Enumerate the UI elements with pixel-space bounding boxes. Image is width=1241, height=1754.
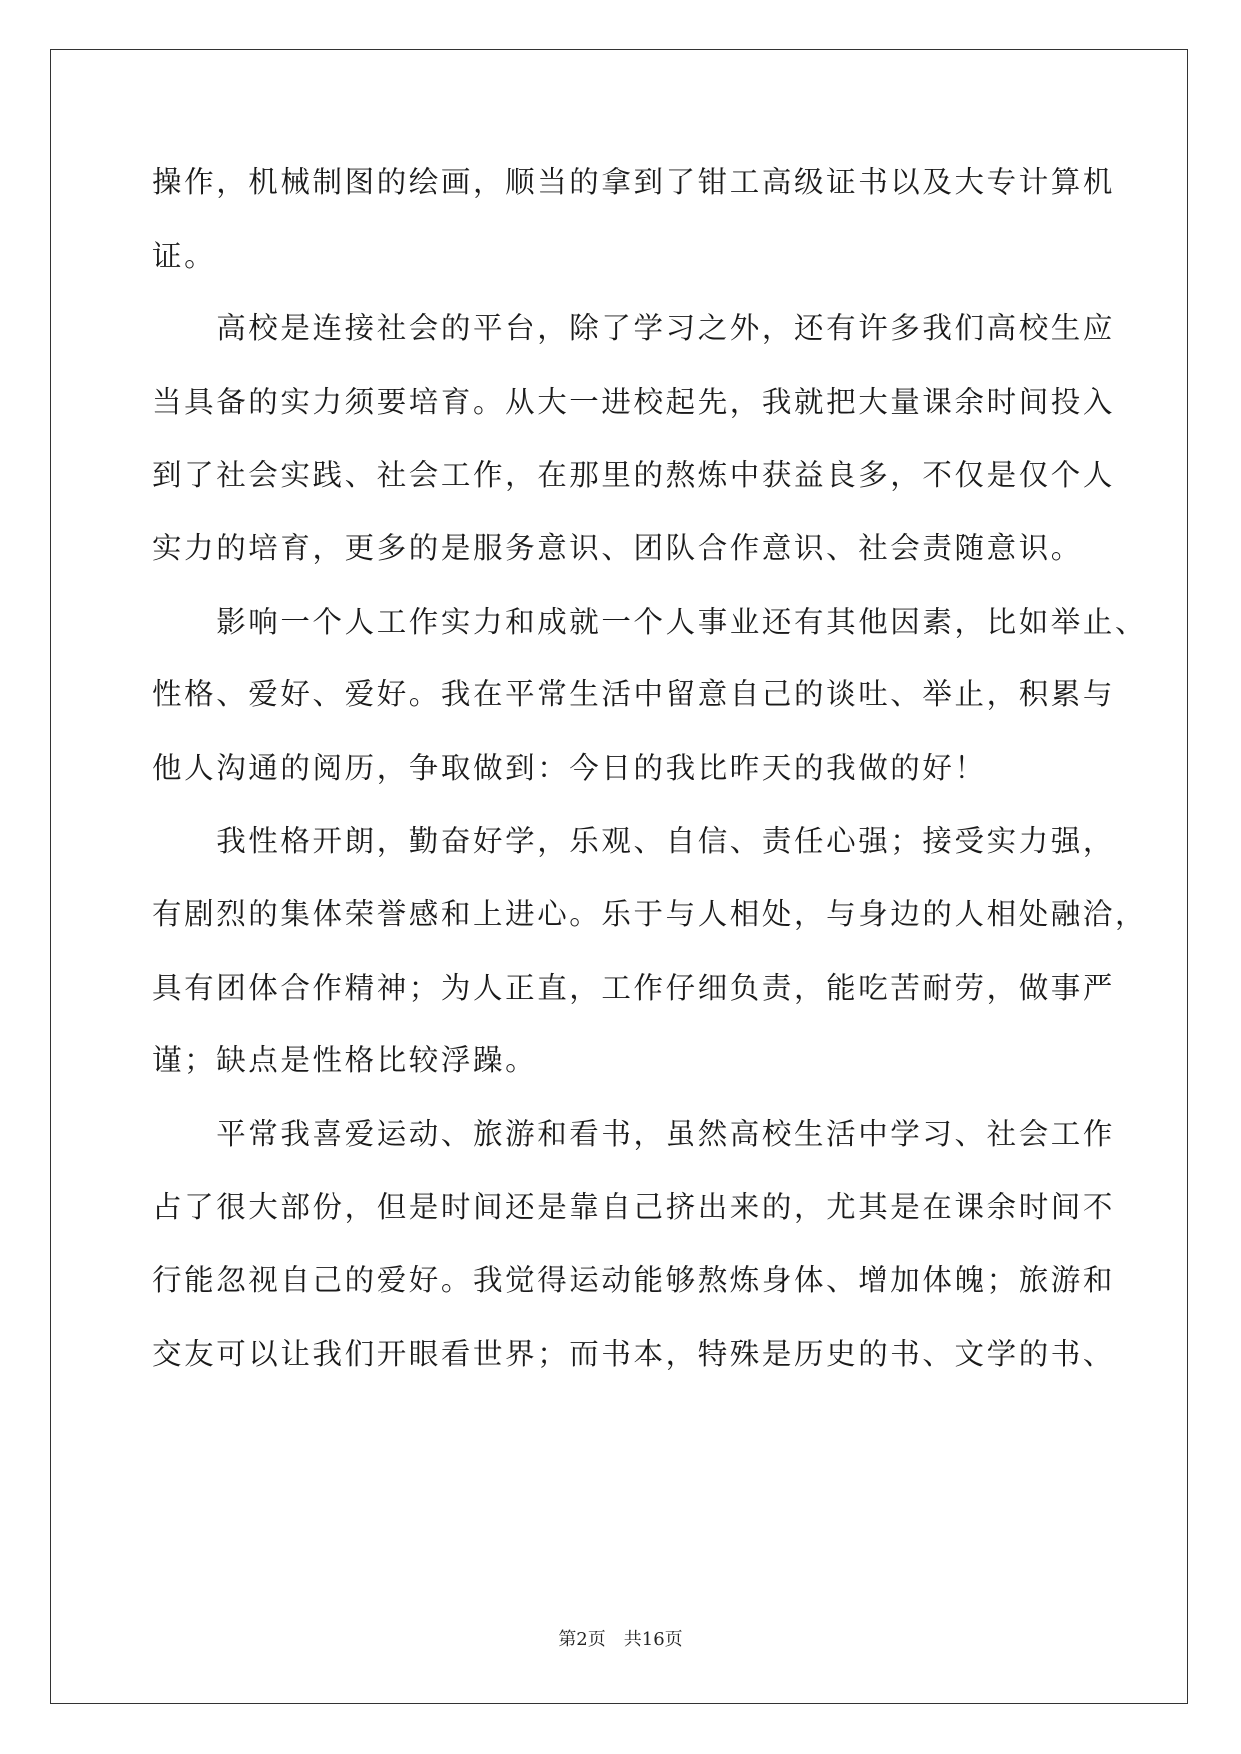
text-line: 具有团体合作精神；为人正直，工作仔细负责，能吃苦耐劳，做事严 xyxy=(152,971,1116,1005)
text-line: 实力的培育，更多的是服务意识、团队合作意识、社会责随意识。 xyxy=(152,531,1083,565)
text-line: 证。 xyxy=(152,239,217,273)
text-line: 操作，机械制图的绘画，顺当的拿到了钳工高级证书以及大专计算机 xyxy=(152,165,1116,199)
page-number: 第2页 共16页 xyxy=(558,1629,683,1650)
text-line: 我性格开朗，勤奋好学，乐观、自信、责任心强；接受实力强， xyxy=(152,824,1116,858)
text-line: 到了社会实践、社会工作，在那里的熬炼中获益良多，不仅是仅个人 xyxy=(152,458,1116,492)
text-line: 有剧烈的集体荣誉感和上进心。乐于与人相处，与身边的人相处融洽， xyxy=(152,897,1148,931)
text-line: 交友可以让我们开眼看世界；而书本，特殊是历史的书、文学的书、 xyxy=(152,1337,1116,1371)
text-line: 占了很大部份，但是时间还是靠自己挤出来的，尤其是在课余时间不 xyxy=(152,1190,1116,1224)
text-line: 他人沟通的阅历，争取做到：今日的我比昨天的我做的好！ xyxy=(152,751,987,785)
text-line: 影响一个人工作实力和成就一个人事业还有其他因素，比如举止、 xyxy=(152,605,1148,639)
text-line: 平常我喜爱运动、旅游和看书，虽然高校生活中学习、社会工作 xyxy=(152,1117,1116,1151)
text-line: 性格、爱好、爱好。我在平常生活中留意自己的谈吐、举止，积累与 xyxy=(152,677,1116,711)
text-line: 行能忽视自己的爱好。我觉得运动能够熬炼身体、增加体魄；旅游和 xyxy=(152,1263,1116,1297)
page-border xyxy=(50,49,1188,1704)
text-line: 谨；缺点是性格比较浮躁。 xyxy=(152,1043,538,1077)
text-line: 高校是连接社会的平台，除了学习之外，还有许多我们高校生应 xyxy=(152,311,1116,345)
text-line: 当具备的实力须要培育。从大一进校起先，我就把大量课余时间投入 xyxy=(152,385,1116,419)
